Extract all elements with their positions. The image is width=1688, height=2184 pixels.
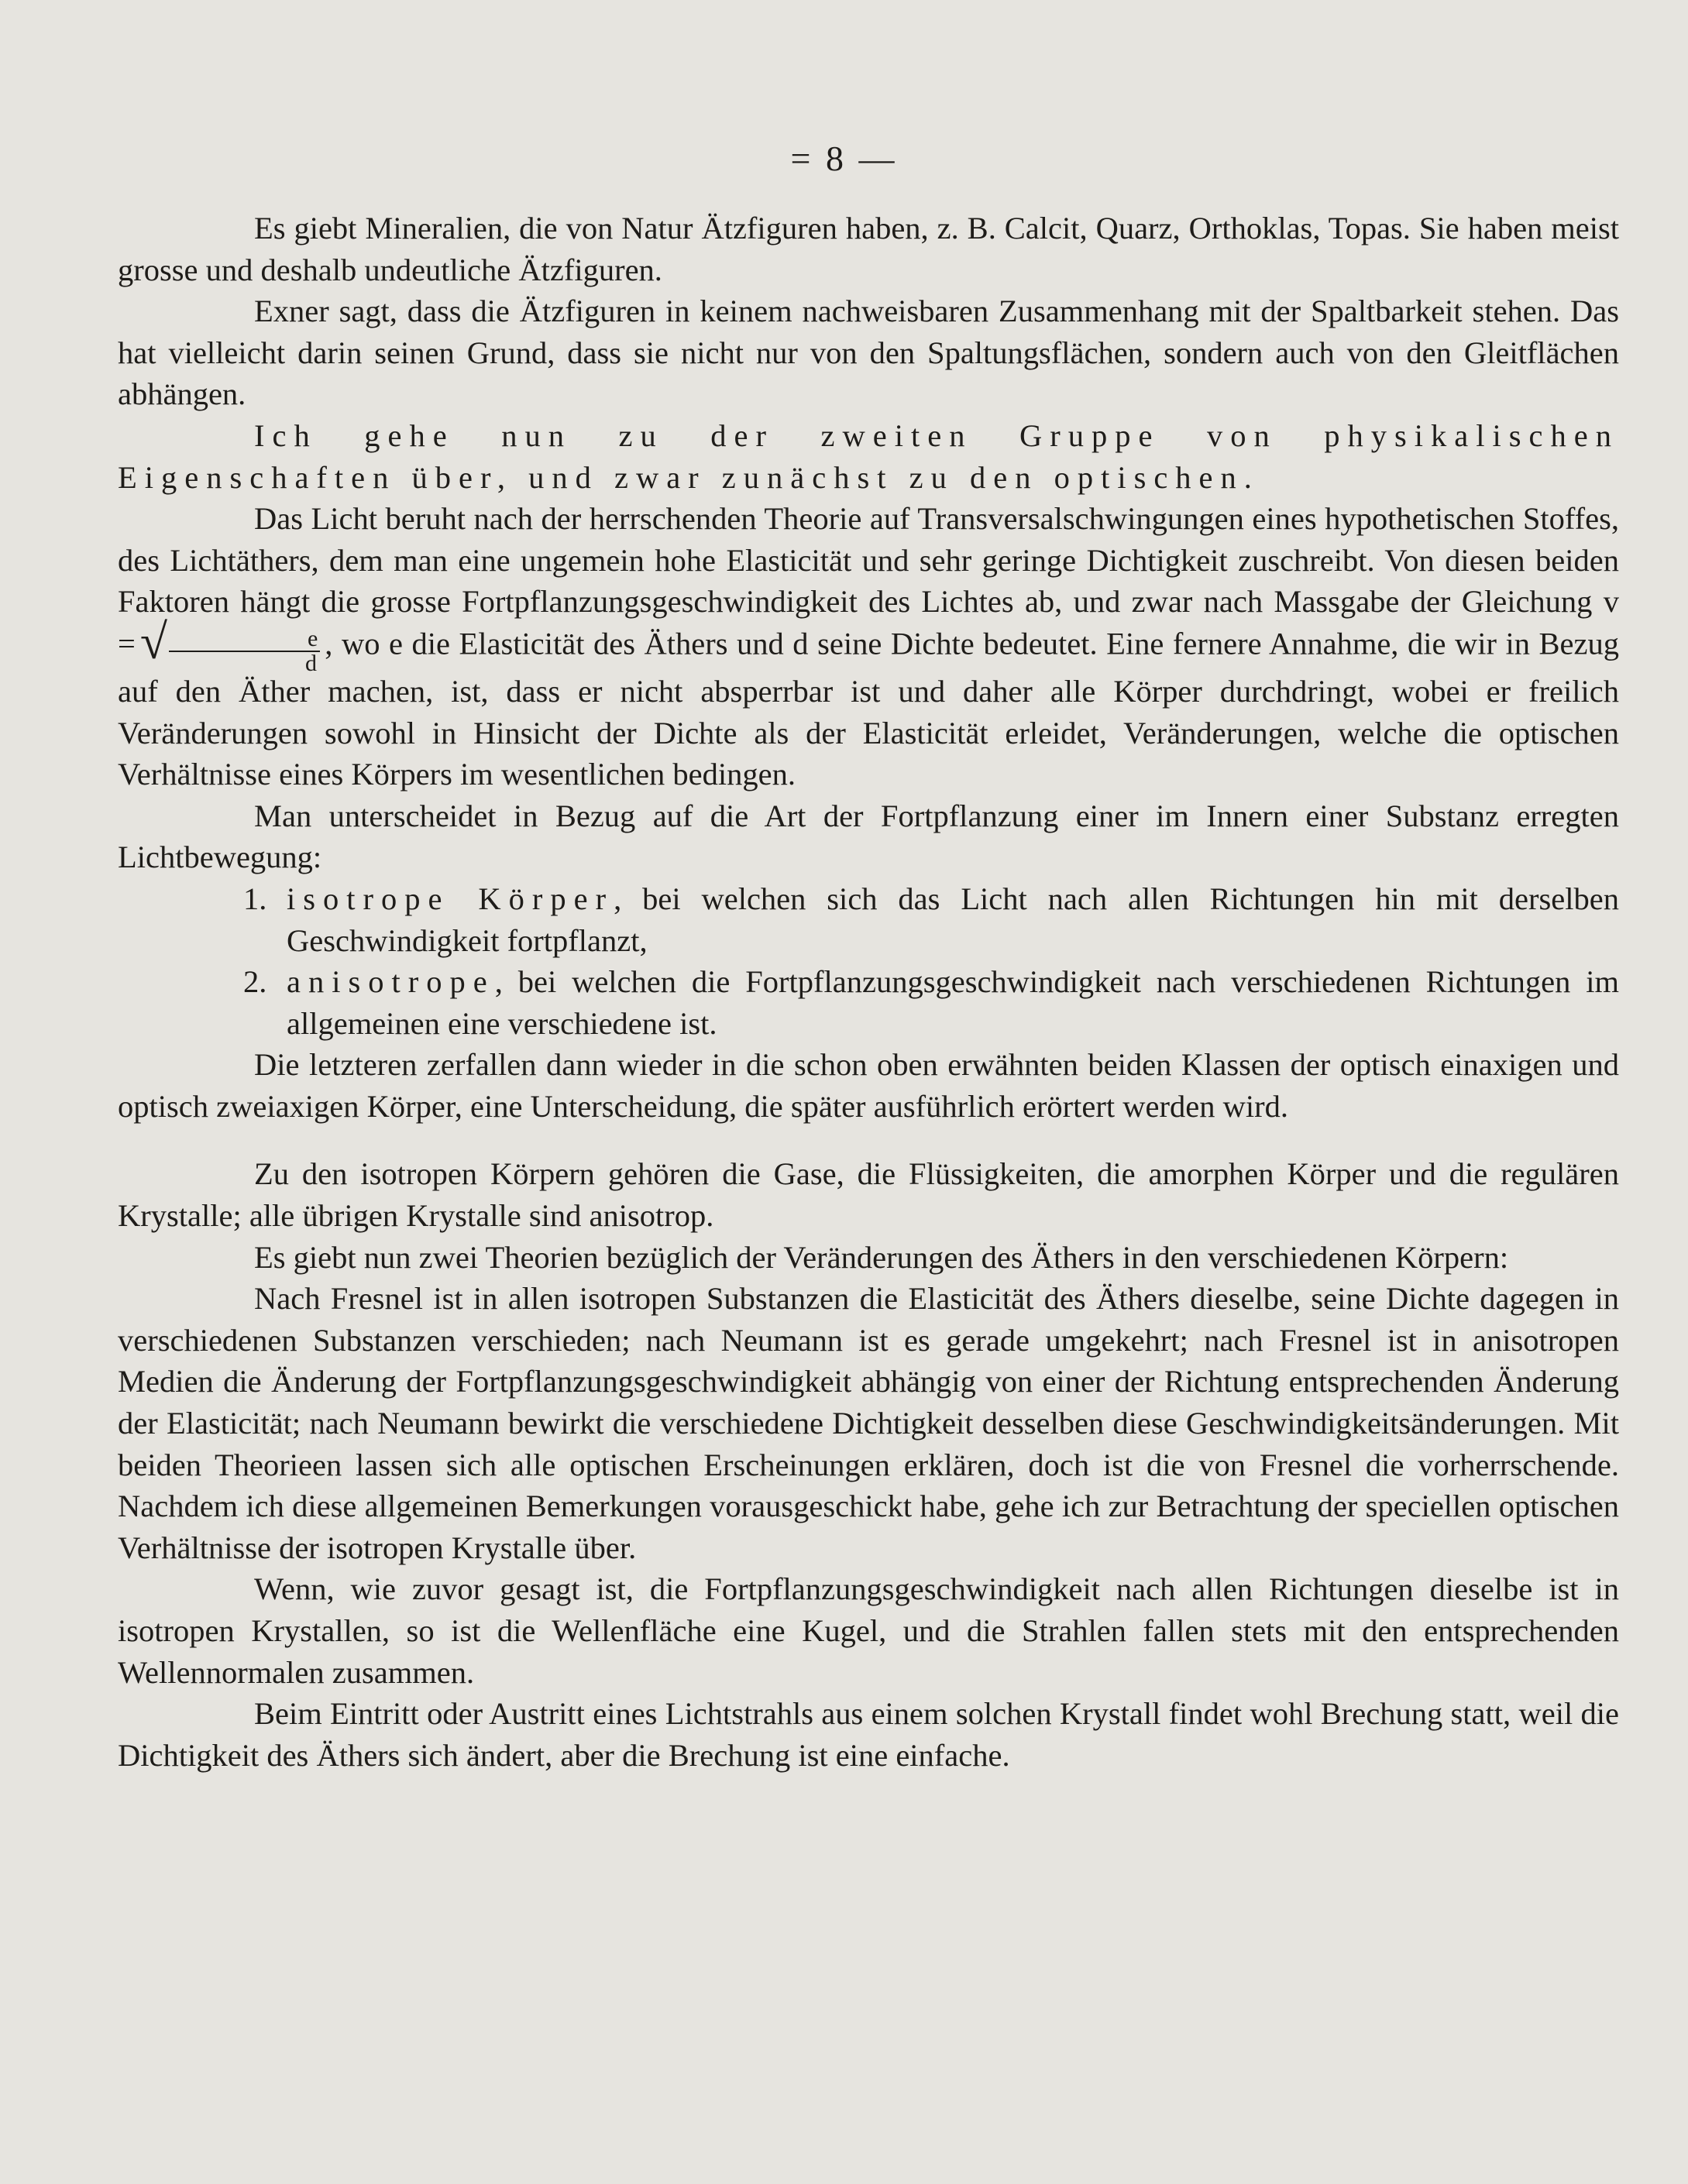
page-number: = 8 — [790, 139, 898, 178]
fraction-numerator: e [169, 627, 320, 652]
equation-fraction [169, 627, 320, 675]
list-number: 1. [243, 881, 267, 916]
square-root-symbol: √ [139, 614, 167, 670]
list-text: , bei welchen die Fortpflanzungsgeschwindigkeit nach verschiedenen Richtungen im allgemeinen eine verschiedene ist. [287, 964, 1619, 1041]
paragraph-two-theories: Es giebt nun zwei Theorien bezüglich der Veränderungen des Äthers in den verschiedenen Körpern: [254, 1239, 1509, 1275]
list-item-isotropic [118, 878, 1619, 961]
paragraph-optical-properties-intro: Ich gehe nun zu der zweiten Gruppe von physikalischen Eigenschaften über, und zwar zunächst zu den optischen. [118, 417, 1619, 495]
paragraph-isotropic-bodies: Zu den isotropen Körpern gehören die Gase, die Flüssigkeiten, die amorphen Körper und die regulären Krystalle; alle übrigen Krystalle sind anisotrop. [118, 1156, 1619, 1234]
paragraph-etch-figures: Es giebt Mineralien, die von Natur Ätzfiguren haben, z. B. Calcit, Quarz, Orthoklas, Topas. Sie haben meist grosse und deshalb undeutliche Ätzfiguren. [118, 211, 1619, 287]
body-text [118, 208, 1619, 1776]
list-number: 2. [243, 964, 267, 1000]
light-theory-text-a: Das Licht beruht nach der herrschenden Theorie auf Transversalschwingungen eines hypothetischen Stoffes, des Lichtäthers, dem man eine ungemein hohe Elasticität und sehr geringe Dichtigkeit zuschreibt. Von diesen beiden Faktoren hängt die grosse Fortpflanzungsgeschwindigkeit des Lichtes ab, und zwar nach Massgabe der Gleichung v = [118, 501, 1619, 661]
list-term: anisotrope [287, 964, 495, 1000]
light-theory-text-b: , wo e die Elasticität des Äthers und d seine Dichte bedeutet. Eine fernere Annahme, die wir in Bezug auf den Äther machen, ist, dass er nicht absperrbar ist und daher alle Körper durchdringt, wobei er freilich Veränderungen sowohl in Hinsicht der Dichte als der Elasticität erleidet, Veränderungen, welche die optischen Verhältnisse eines Körpers im wesentlichen bedingen. [118, 626, 1619, 792]
fraction-denominator: d [304, 650, 317, 676]
paragraph-exner: Exner sagt, dass die Ätzfiguren in keinem nachweisbaren Zusammenhang mit der Spaltbarkeit stehen. Das hat vielleicht darin seinen Grund, dass sie nicht nur von den Spaltungsflächen, sondern auch von den Gleitflächen abhängen. [118, 294, 1619, 412]
list-text: , bei welchen sich das Licht nach allen Richtungen hin mit derselben Geschwindigkeit fortpflanzt, [287, 881, 1619, 958]
paragraph-light-theory [118, 498, 1619, 795]
paragraph-uniaxial-biaxial: Die letzteren zerfallen dann wieder in die schon oben erwähnten beiden Klassen der optisch einaxigen und optisch zweiaxigen Körper, eine Unterscheidung, die später ausführlich erörtert werden wird. [118, 1047, 1619, 1124]
paragraph-refraction: Beim Eintritt oder Austritt eines Lichtstrahls aus einem solchen Krystall findet wohl Brechung statt, weil die Dichtigkeit des Äthers sich ändert, aber die Brechung ist eine einfache. [118, 1696, 1619, 1773]
list-term: isotrope Körper [287, 881, 614, 916]
paragraph-propagation-types: Man unterscheidet in Bezug auf die Art der Fortpflanzung einer im Innern einer Substanz erregten Lichtbewegung: [118, 798, 1619, 875]
paragraph-wave-surface: Wenn, wie zuvor gesagt ist, die Fortpflanzungsgeschwindigkeit nach allen Richtungen dieselbe ist in isotropen Krystallen, so ist die Wellenfläche eine Kugel, und die Strahlen fallen stets mit den entsprechenden Wellennormalen zusammen. [118, 1571, 1619, 1690]
paragraph-fresnel-neumann: Nach Fresnel ist in allen isotropen Substanzen die Elasticität des Äthers dieselbe, seine Dichte dagegen in verschiedenen Substanzen verschieden; nach Neumann ist es gerade umgekehrt; nach Fresnel ist in anisotropen Medien die Änderung der Fortpflanzungsgeschwindigkeit abhängig von einer der Richtung entsprechenden Änderung der Elasticität; nach Neumann bewirkt die verschiedene Dichtigkeit desselben diese Geschwindigkeitsänderungen. Mit beiden Theorieen lassen sich alle optischen Erscheinungen erklären, doch ist die von Fresnel die vorherrschende. Nachdem ich diese allgemeinen Bemerkungen vorausgeschickt habe, gehe ich zur Betrachtung der speciellen optischen Verhältnisse der isotropen Krystalle über. [118, 1281, 1619, 1565]
list-item-anisotropic [118, 961, 1619, 1044]
